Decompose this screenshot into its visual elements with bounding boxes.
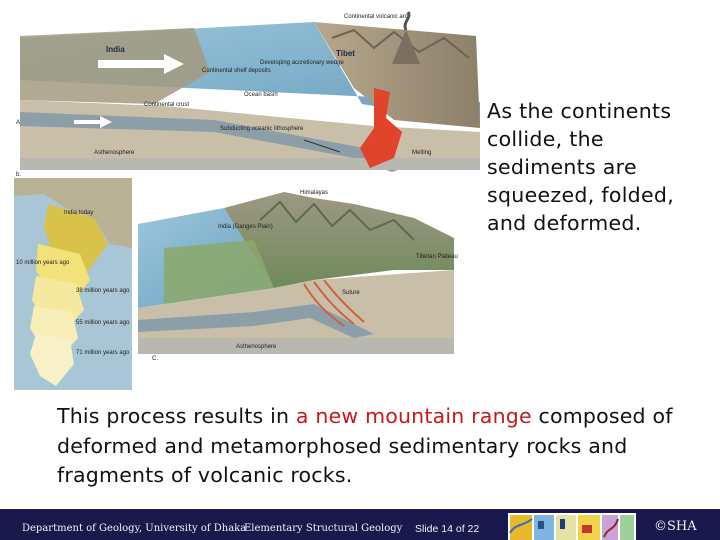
label-asthenosphere-c: Asthenosphere — [236, 344, 277, 350]
panel-c — [138, 190, 458, 362]
panel-c-letter: C. — [152, 356, 158, 362]
footer-author: ©SHA — [654, 519, 697, 534]
panel-b — [14, 172, 132, 390]
panel-a-letter: A — [16, 120, 21, 126]
panel-b-letter: b. — [16, 172, 22, 178]
panel-c-asthenosphere — [138, 338, 454, 354]
label-ocean-basin: Ocean basin — [244, 92, 278, 98]
panel-a-asthenosphere — [20, 158, 480, 170]
body-paragraph — [57, 402, 687, 491]
body-text-highlight: a new mountain range — [295, 404, 532, 428]
label-volcanic-arc: Continental volcanic arc — [344, 14, 408, 20]
label-lithosphere: Subducting oceanic lithosphere — [220, 126, 304, 132]
label-suture: Suture — [342, 290, 360, 296]
label-10m: 10 million years ago — [16, 260, 70, 266]
label-india: India — [106, 45, 125, 54]
collision-figure — [14, 8, 480, 390]
label-himalayas: Himalayas — [300, 190, 329, 196]
label-crust: Continental crust — [144, 102, 190, 108]
label-wedge: Developing accretionary wedge — [260, 60, 344, 66]
label-38m: 38 million years ago — [76, 288, 130, 294]
label-melting: Melting — [412, 150, 432, 156]
label-55m: 55 million years ago — [76, 320, 130, 326]
body-text-after: composed of deformed and metamorphosed sedimentary rocks and fragments of volcanic rocks. — [57, 404, 673, 487]
footer-department: Department of Geology, University of Dhaka — [22, 523, 247, 534]
footer-slide-number: Slide 14 of 22 — [415, 523, 480, 535]
label-71m: 71 million years ago — [76, 350, 130, 356]
label-tibet: Tibet — [336, 49, 355, 58]
side-caption: As the continents collide, the sediments are squeezed, folded, and deformed. — [487, 99, 675, 235]
label-tibetan: Tibetan Plateau — [416, 254, 458, 260]
panel-a — [16, 12, 480, 172]
footer-course: Elementary Structural Geology — [244, 523, 403, 534]
geology-thumbnail-strip — [508, 513, 636, 540]
label-shelf: Continental shelf deposits — [202, 68, 271, 74]
label-ganges: India (Ganges Plain) — [218, 224, 273, 230]
label-asthenosphere-a: Asthenosphere — [94, 150, 135, 156]
label-india-today: India today — [64, 210, 94, 216]
body-text-before: This process results in — [57, 404, 296, 428]
